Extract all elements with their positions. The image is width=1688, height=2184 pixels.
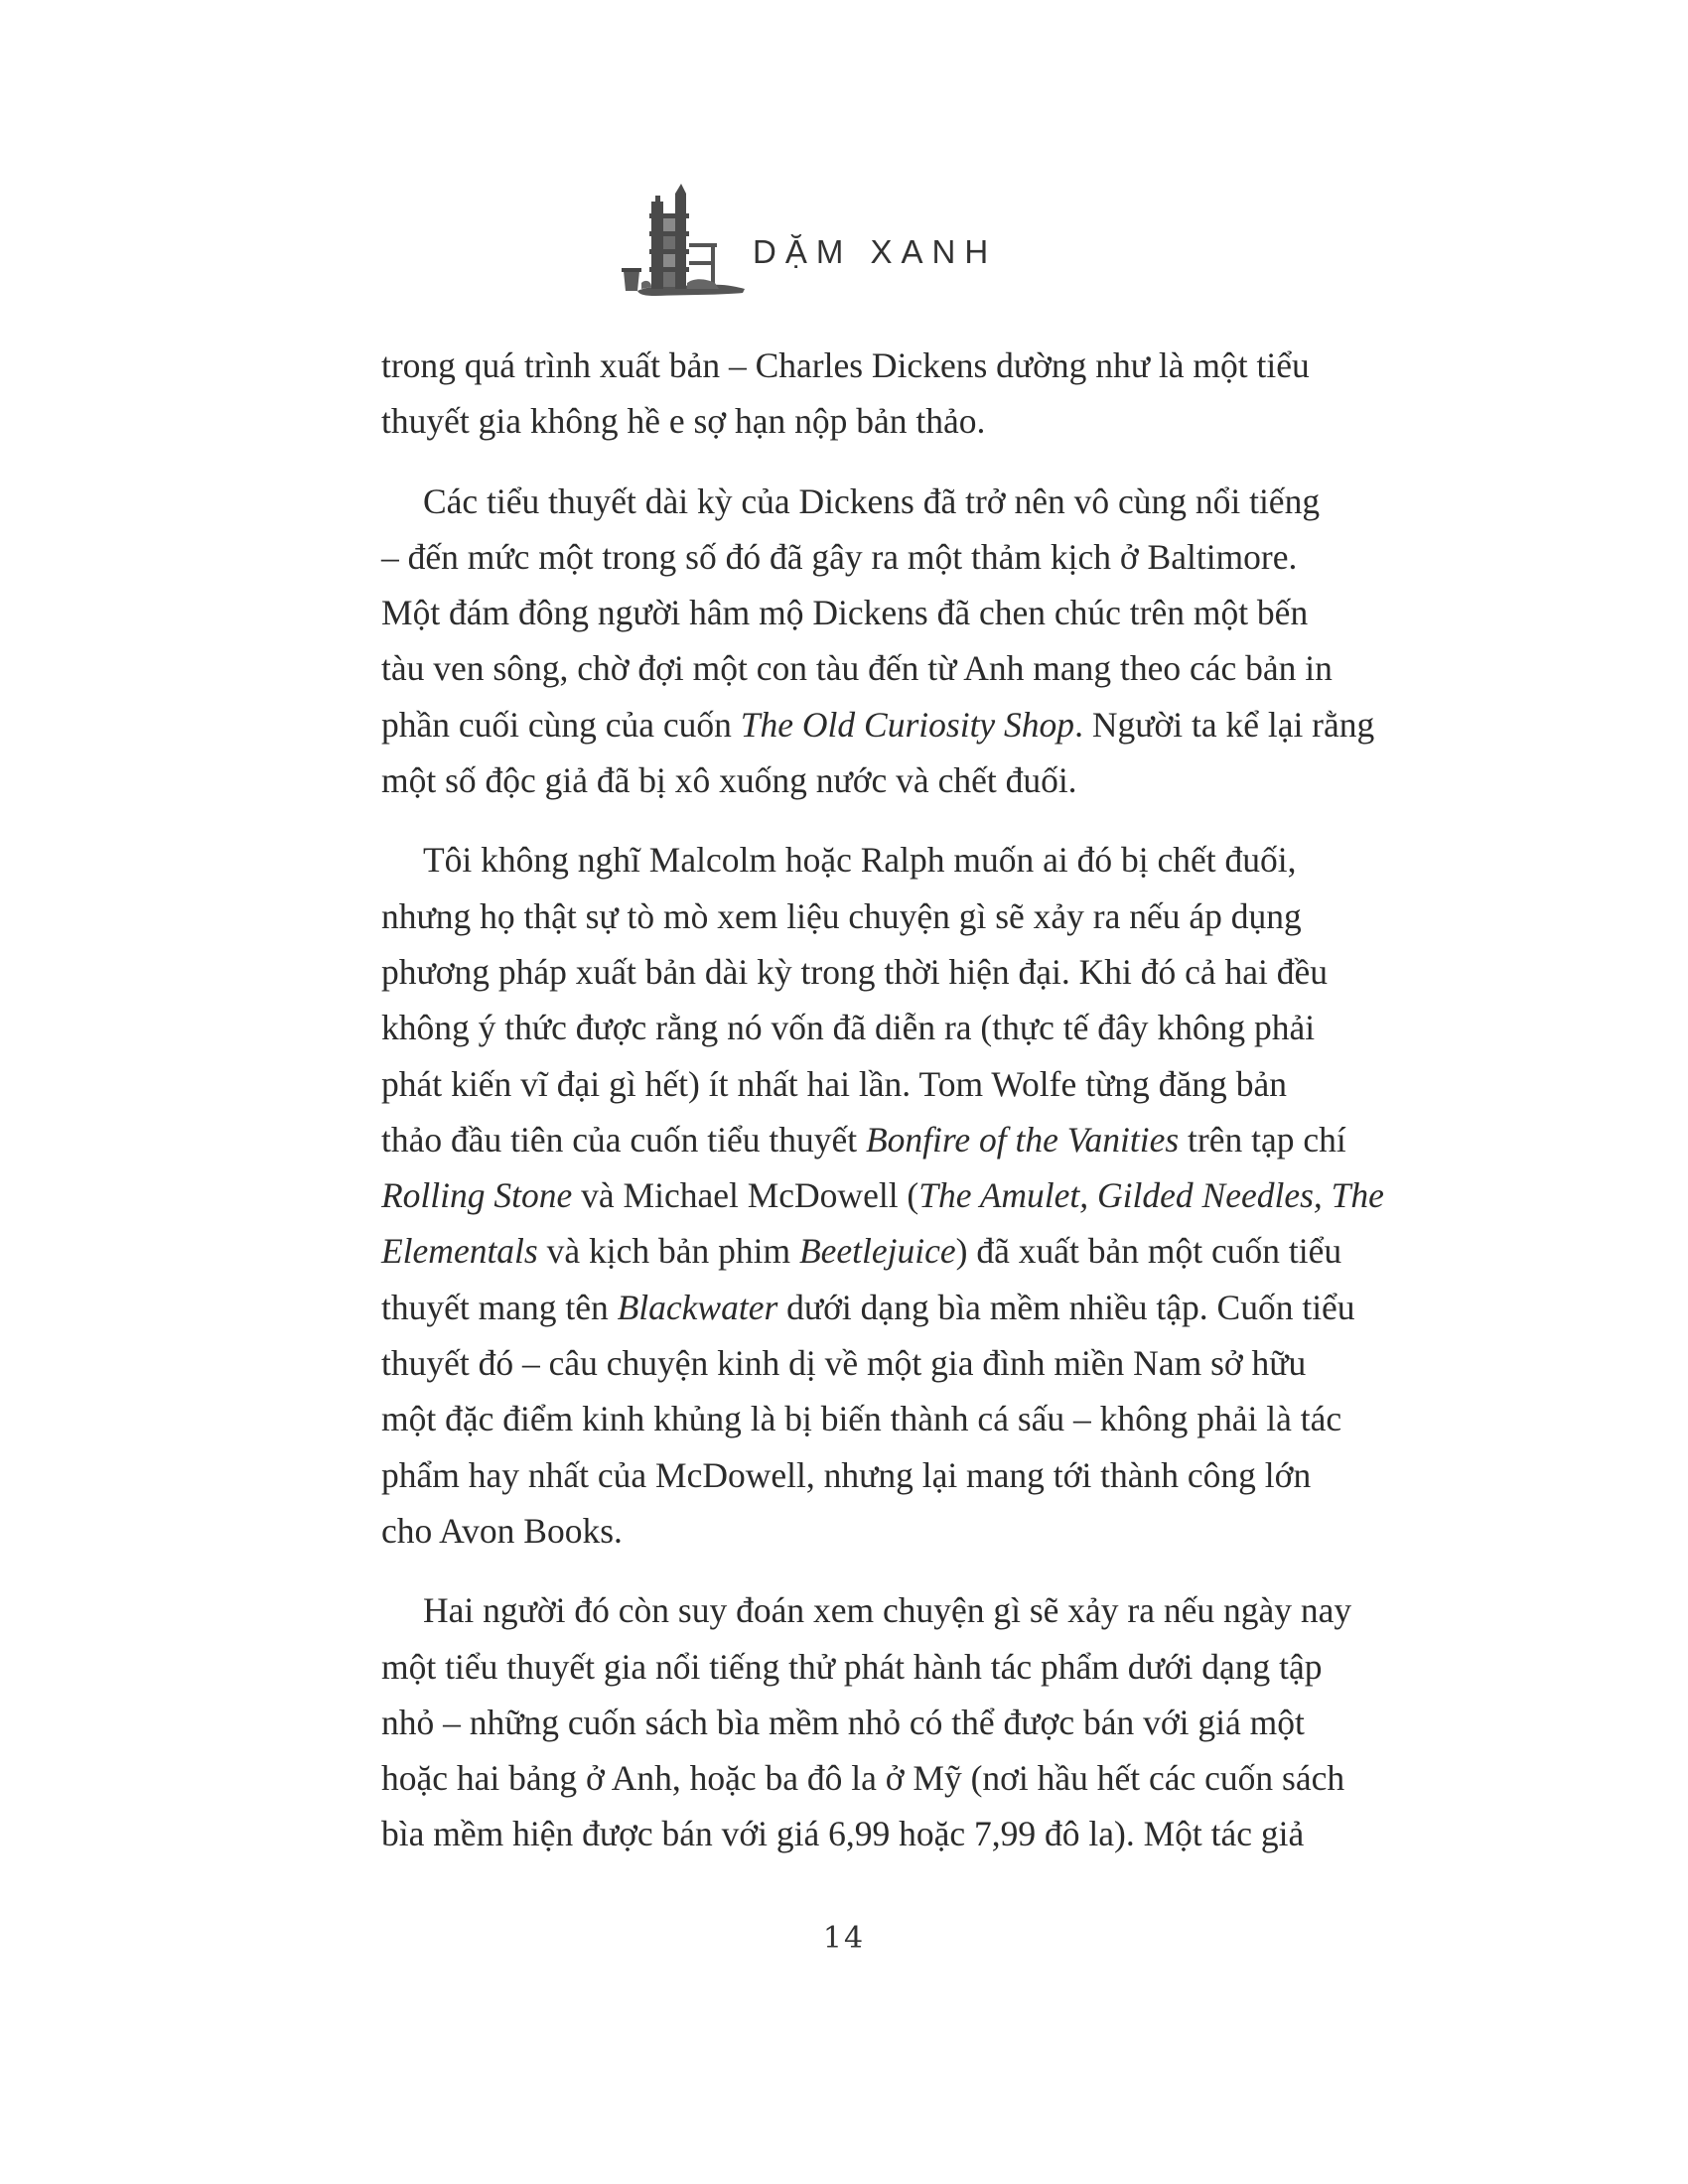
text-line: phát kiến vĩ đại gì hết) ít nhất hai lần. Tom Wolfe từng đăng bản	[381, 1063, 1287, 1104]
paragraph	[381, 1582, 1352, 1861]
text-line: – đến mức một trong số đó đã gây ra một thảm kịch ở Baltimore.	[381, 536, 1298, 577]
text-line: một số độc giả đã bị xô xuống nước và chết đuối.	[381, 760, 1077, 801]
text-line	[381, 697, 1375, 752]
text-line: Hai người đó còn suy đoán xem chuyện gì sẽ xảy ra nếu ngày nay	[423, 1590, 1352, 1631]
text-line: Các tiểu thuyết dài kỳ của Dickens đã trở nên vô cùng nổi tiếng	[423, 480, 1321, 521]
header-title: DẶM XANH	[753, 233, 998, 270]
text-segment: . Người ta kể lại rằng	[1074, 704, 1375, 745]
paragraph	[381, 338, 1310, 450]
italic-title: Bonfire of the Vanities	[865, 1119, 1180, 1160]
text-segment: ) đã xuất bản một cuốn tiểu	[955, 1231, 1342, 1272]
text-line: không ý thức được rằng nó vốn đã diễn ra (thực tế đây không phải	[381, 1008, 1316, 1048]
text-segment: phần cuối cùng của cuốn	[381, 704, 741, 745]
text-segment: và kịch bản phim	[537, 1231, 799, 1272]
paragraph-gap	[381, 1559, 1287, 1582]
text-line: một đặc điểm kinh khủng là bị biến thành cá sấu – không phải là tác	[381, 1399, 1342, 1439]
italic-title: Blackwater	[617, 1287, 778, 1327]
italic-title: Elementals	[381, 1231, 538, 1272]
text-line: Một đám đông người hâm mộ Dickens đã chen chúc trên một bến	[381, 593, 1309, 633]
text-line: tàu ven sông, chờ đợi một con tàu đến từ Anh mang theo các bản in	[381, 648, 1333, 689]
text-line: nhưng họ thật sự tò mò xem liệu chuyện gì sẽ xảy ra nếu áp dụng	[381, 895, 1302, 936]
paragraph	[381, 832, 1384, 1559]
body-text	[381, 338, 1384, 1862]
text-segment: thảo đầu tiên của cuốn tiểu thuyết	[381, 1119, 866, 1160]
text-line: nhỏ – những cuốn sách bìa mềm nhỏ có thể được bán với giá một	[381, 1702, 1305, 1742]
page-number: 14	[822, 1921, 866, 1956]
text-line: phẩm hay nhất của McDowell, nhưng lại mang tới thành công lớn	[381, 1454, 1312, 1495]
italic-title: Rolling Stone	[381, 1175, 573, 1216]
text-line	[381, 1280, 1355, 1335]
text-line: cho Avon Books.	[381, 1510, 623, 1551]
text-line: trong quá trình xuất bản – Charles Dickens dường như là một tiểu	[381, 345, 1310, 385]
text-segment: thuyết mang tên	[381, 1287, 618, 1327]
text-line: Tôi không nghĩ Malcolm hoặc Ralph muốn ai đó bị chết đuối,	[423, 840, 1297, 881]
paragraph-gap	[381, 808, 1287, 832]
text-segment: và Michael McDowell (	[572, 1175, 919, 1216]
text-line	[381, 1167, 1384, 1223]
text-line: một tiểu thuyết gia nổi tiếng thử phát hành tác phẩm dưới dạng tập	[381, 1646, 1323, 1687]
italic-title: Beetlejuice	[798, 1231, 956, 1272]
text-segment: trên tạp chí	[1179, 1119, 1346, 1160]
ruined-tower-illustration	[616, 184, 750, 303]
paragraph-gap	[381, 450, 1287, 474]
text-line: thuyết gia không hề e sợ hạn nộp bản thảo.	[381, 401, 986, 442]
italic-title: The Old Curiosity Shop	[740, 704, 1075, 745]
text-line: phương pháp xuất bản dài kỳ trong thời hiện đại. Khi đó cả hai đều	[381, 951, 1328, 992]
text-segment: dưới dạng bìa mềm nhiều tập. Cuốn tiểu	[777, 1287, 1355, 1327]
text-line	[381, 1223, 1342, 1279]
text-line: hoặc hai bảng ở Anh, hoặc ba đô la ở Mỹ (nơi hầu hết các cuốn sách	[381, 1758, 1345, 1799]
text-line	[381, 1112, 1346, 1167]
italic-title: The Amulet, Gilded Needles, The	[918, 1175, 1384, 1216]
text-line: bìa mềm hiện được bán với giá 6,99 hoặc 7,99 đô la). Một tác giả	[381, 1814, 1305, 1854]
paragraph	[381, 474, 1375, 809]
text-line: thuyết đó – câu chuyện kinh dị về một gia đình miền Nam sở hữu	[381, 1343, 1307, 1384]
running-header	[616, 184, 1053, 303]
